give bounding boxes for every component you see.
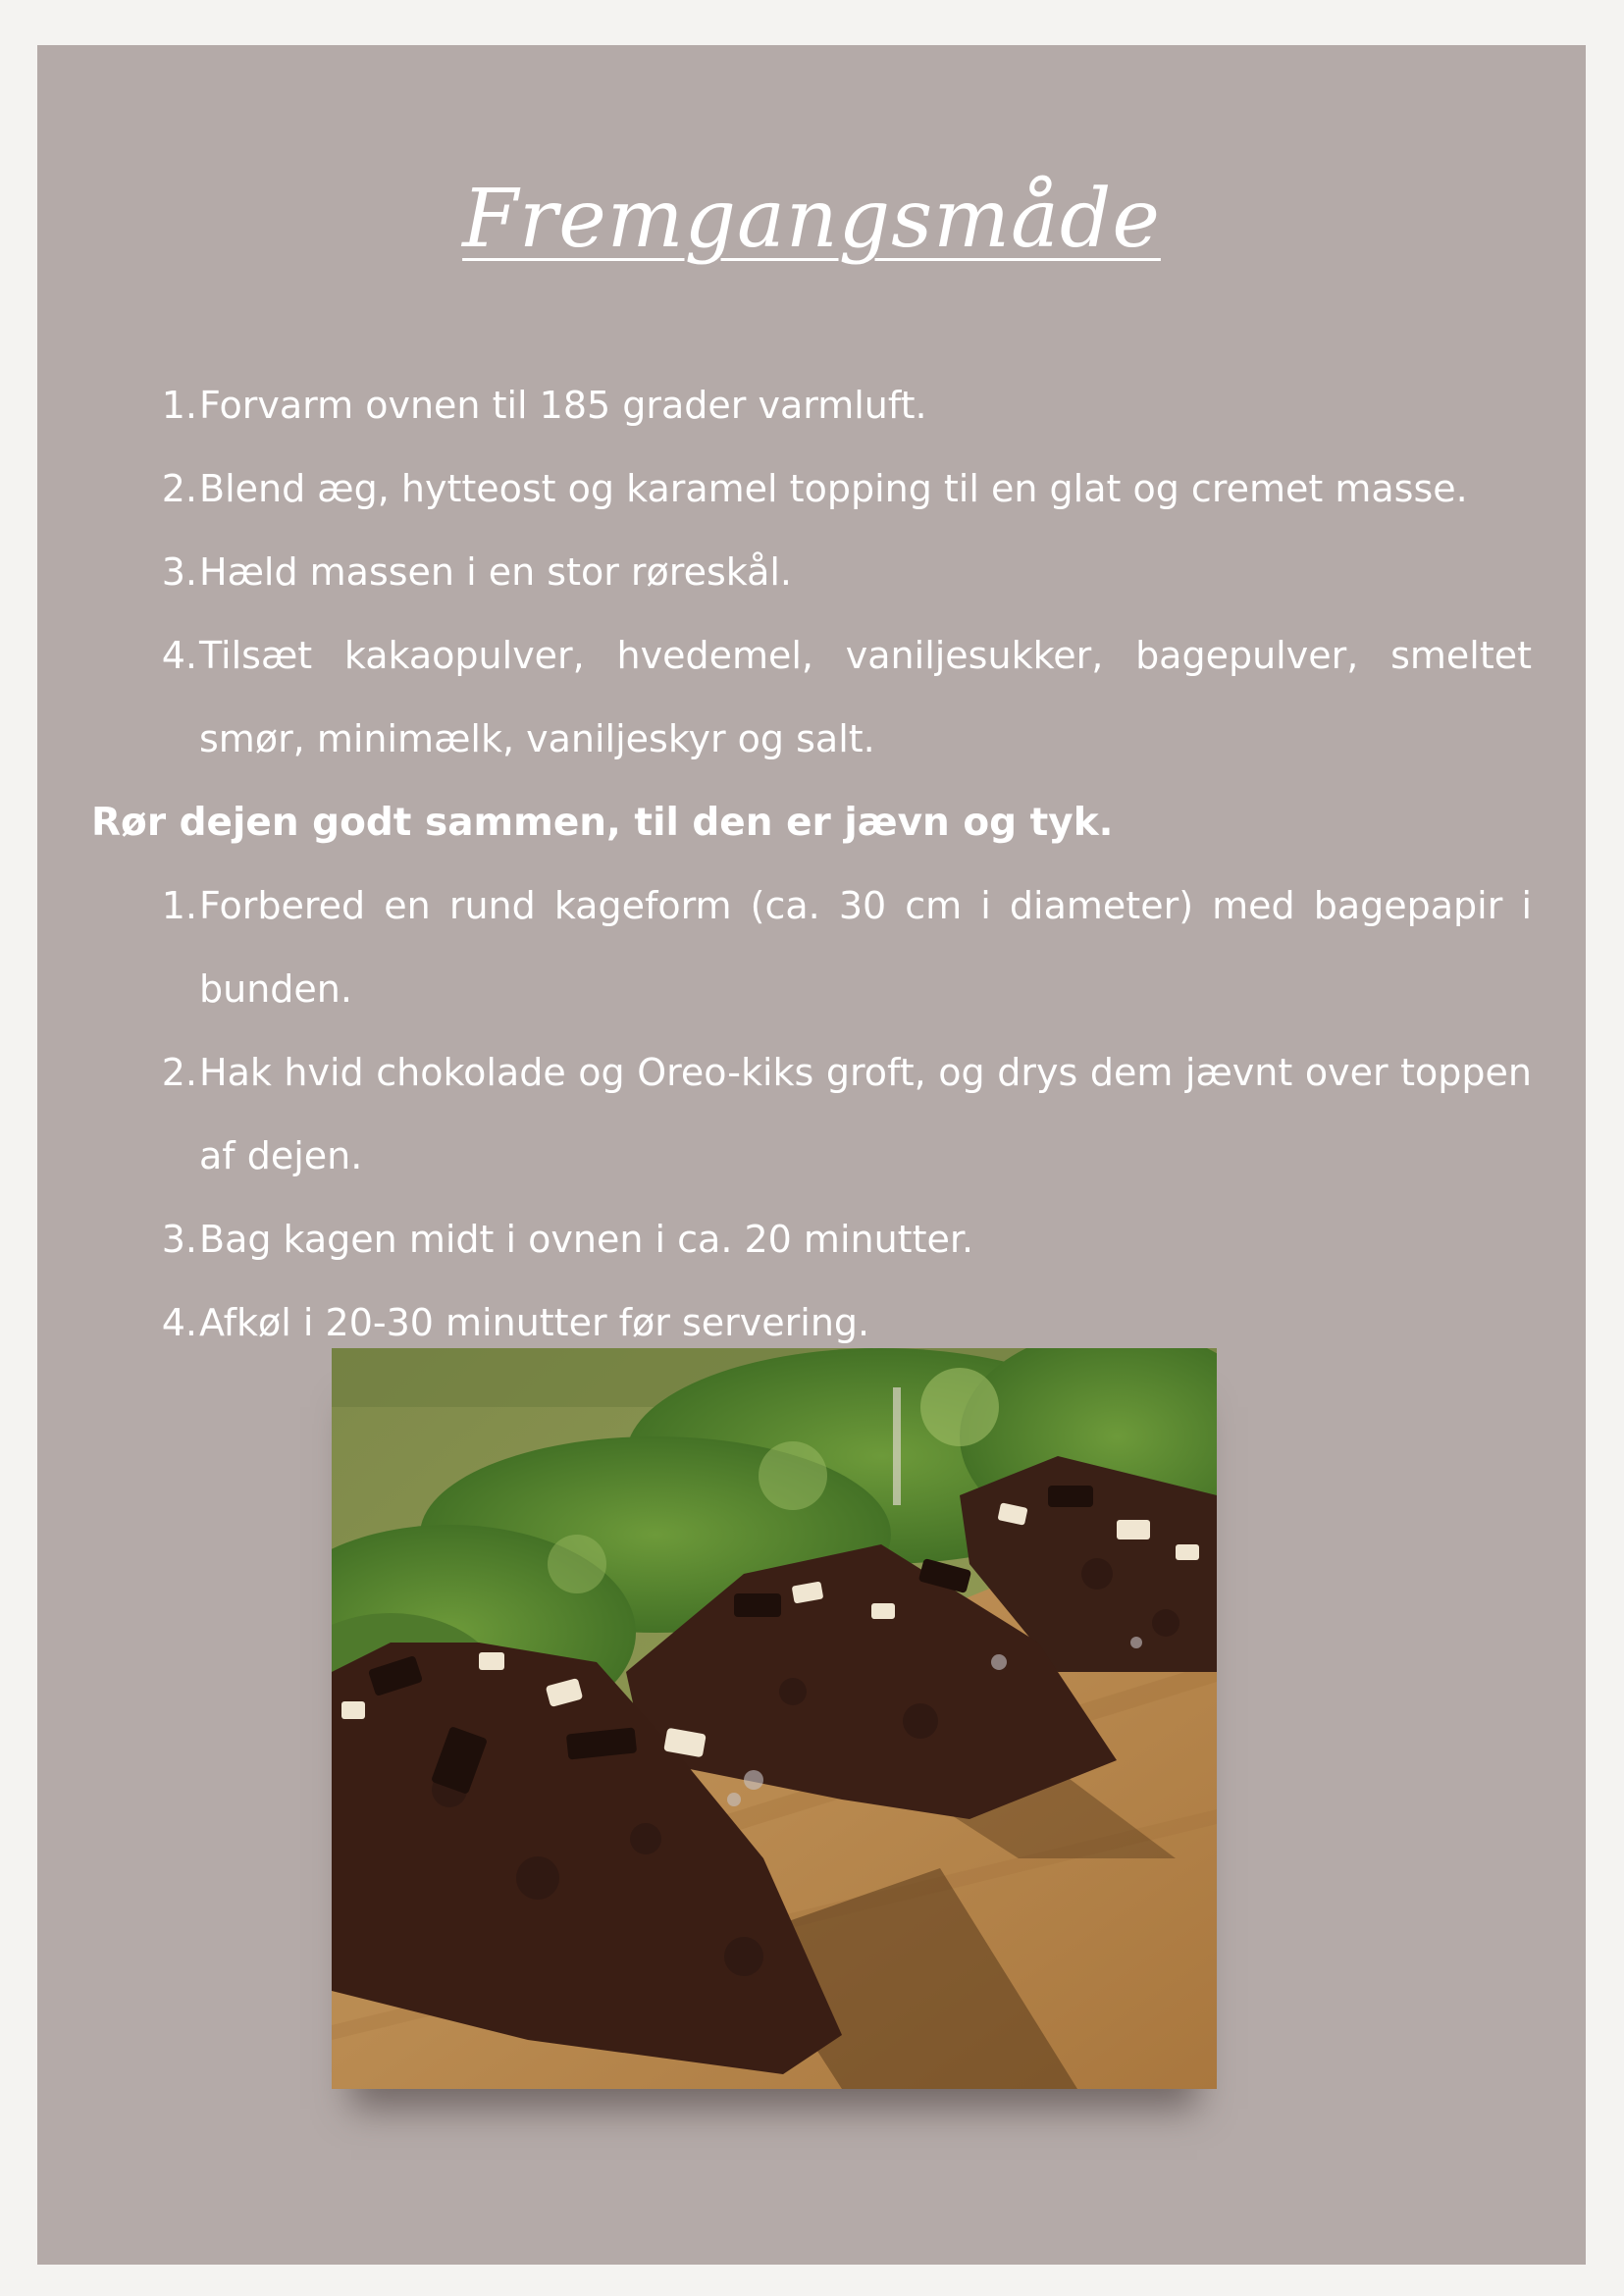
step-item bbox=[91, 447, 1532, 531]
step-number: 1. bbox=[161, 884, 197, 927]
step-number: 4. bbox=[161, 634, 197, 677]
step-item bbox=[91, 614, 1532, 781]
step-number: 3. bbox=[161, 1218, 197, 1261]
steps-list-second bbox=[91, 864, 1532, 1365]
step-text: Blend æg, hytteost og karamel topping til en glat og cremet masse. bbox=[199, 467, 1468, 510]
step-text: Hak hvid chokolade og Oreo-kiks groft, og drys dem jævnt over toppen af dejen. bbox=[199, 1051, 1532, 1177]
step-text: Tilsæt kakaopulver, hvedemel, vaniljesukker, bagepulver, smeltet smør, minimælk, vaniljeskyr og salt. bbox=[199, 634, 1532, 760]
step-item bbox=[91, 531, 1532, 614]
instructions bbox=[91, 364, 1532, 1365]
step-item bbox=[91, 1198, 1532, 1281]
step-number: 2. bbox=[161, 1051, 197, 1094]
steps-list-first bbox=[91, 364, 1532, 781]
step-text: Forvarm ovnen til 185 grader varmluft. bbox=[199, 384, 927, 427]
step-item bbox=[91, 864, 1532, 1031]
page-title: Fremgangsmåde bbox=[462, 173, 1161, 266]
step-number: 1. bbox=[161, 384, 197, 427]
step-item bbox=[91, 364, 1532, 447]
cake-photo bbox=[332, 1348, 1217, 2089]
bold-note: Rør dejen godt sammen, til den er jævn og tyk. bbox=[91, 801, 1114, 845]
cake-photo-illustration bbox=[332, 1348, 1217, 2089]
step-text: Forbered en rund kageform (ca. 30 cm i diameter) med bagepapir i bunden. bbox=[199, 884, 1532, 1011]
step-text: Hæld massen i en stor røreskål. bbox=[199, 550, 793, 594]
step-text: Bag kagen midt i ovnen i ca. 20 minutter. bbox=[199, 1218, 974, 1261]
step-number: 3. bbox=[161, 550, 197, 594]
step-number: 4. bbox=[161, 1301, 197, 1344]
step-item bbox=[91, 1031, 1532, 1198]
step-number: 2. bbox=[161, 467, 197, 510]
step-text: Afkøl i 20-30 minutter før servering. bbox=[199, 1301, 870, 1344]
